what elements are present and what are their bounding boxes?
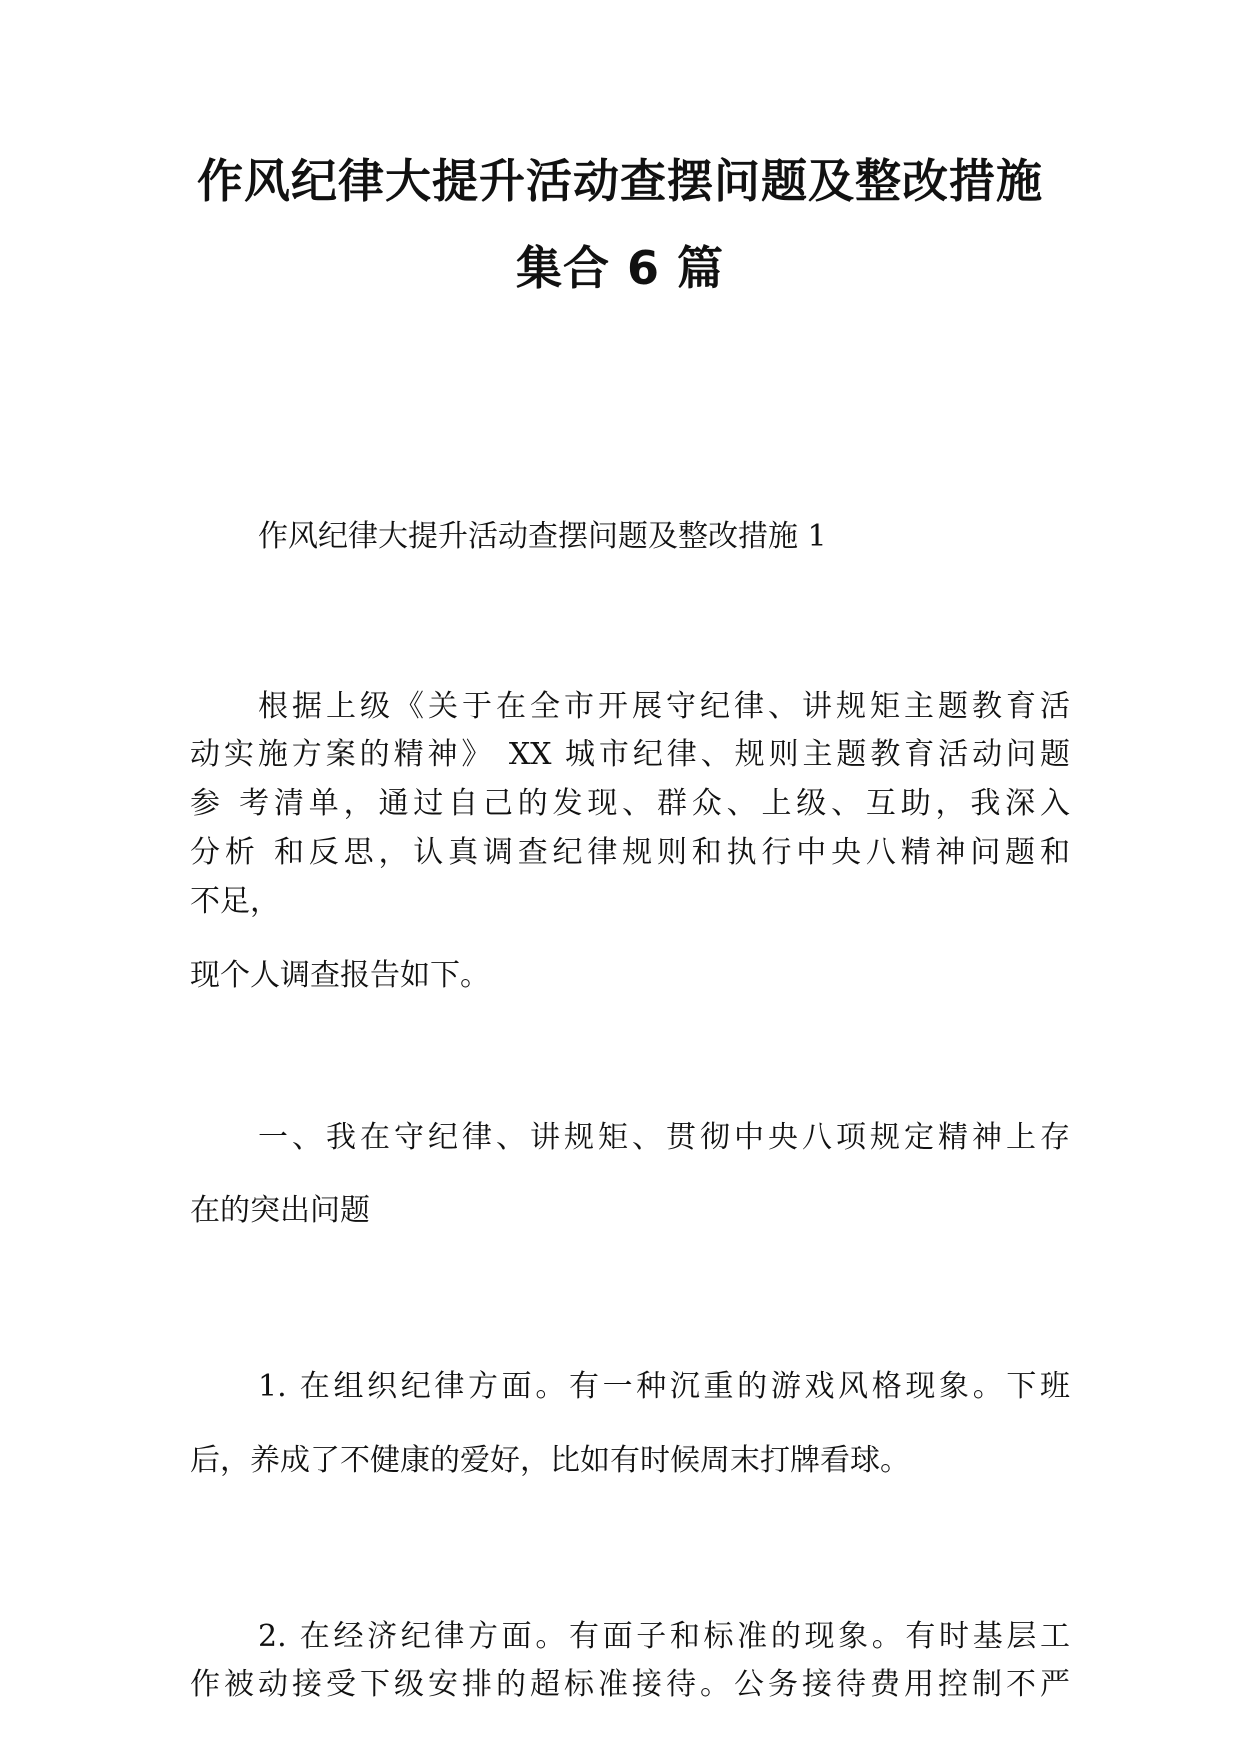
problem-heading-line: 在的突出问题: [190, 1193, 370, 1228]
document-title-line-1: 作风纪律大提升活动查摆问题及整改措施: [197, 154, 1043, 208]
item-line: 1. 在组织纪律方面。有一种沉重的游戏风格现象。下班: [258, 1369, 1070, 1404]
paragraph-line: 分析 和反思，认真调查纪律规则和执行中央八精神问题和: [190, 835, 1070, 870]
paragraph-line: 不足，: [190, 884, 280, 919]
paragraph-line: 参 考清单，通过自己的发现、群众、上级、互助，我深入: [190, 786, 1070, 821]
item-line: 后，养成了不健康的爱好，比如有时候周末打牌看球。: [190, 1443, 910, 1478]
document-title-line-2: 集合 6 篇: [515, 241, 725, 295]
paragraph-line: 根据上级《关于在全市开展守纪律、讲规矩主题教育活: [258, 689, 1070, 724]
paragraph-line: 动实施方案的精神》 XX 城市纪律、规则主题教育活动问题: [190, 737, 1070, 772]
problem-heading-line: 一、我在守纪律、讲规矩、贯彻中央八项规定精神上存: [258, 1120, 1070, 1155]
item-line: 2. 在经济纪律方面。有面子和标准的现象。有时基层工: [258, 1619, 1070, 1654]
section-heading: 作风纪律大提升活动查摆问题及整改措施 1: [258, 519, 827, 554]
paragraph-line: 现个人调查报告如下。: [190, 958, 490, 993]
item-line: 作被动接受下级安排的超标准接待。公务接待费用控制不严: [190, 1667, 1070, 1702]
